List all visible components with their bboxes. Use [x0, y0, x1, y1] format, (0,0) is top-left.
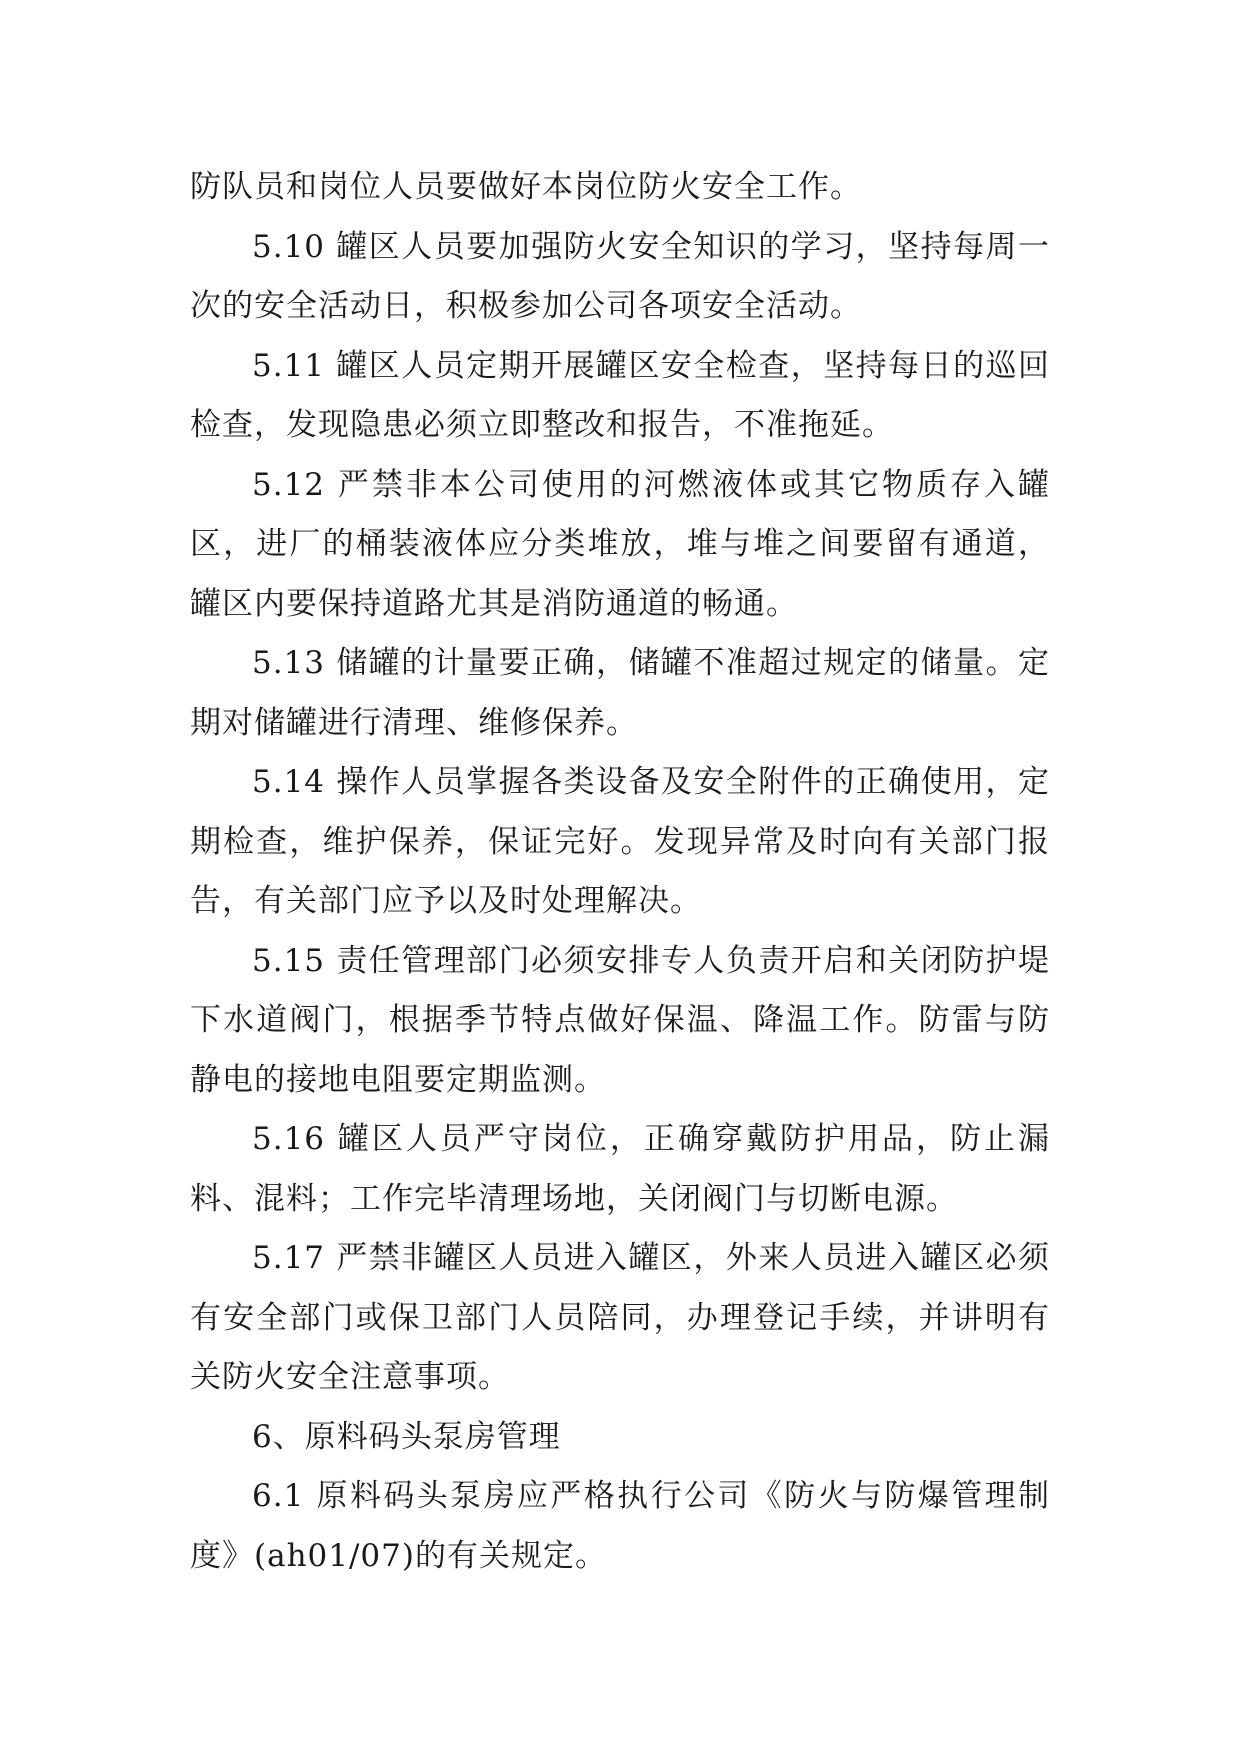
- paragraph-continuation: 防队员和岗位人员要做好本岗位防火安全工作。: [190, 169, 862, 205]
- paragraph-5-14: 5.14 操作人员掌握各类设备及安全附件的正确使用，定期检查，维护保养，保证完好。发现异常及时向有关部门报告，有关部门应予以及时处理解决。: [190, 764, 1050, 919]
- paragraph-6-1: 6.1 原料码头泵房应严格执行公司《防火与防爆管理制度》(ah01/07)的有关规定。: [190, 1478, 1050, 1574]
- paragraph-5-16: 5.16 罐区人员严守岗位，正确穿戴防护用品，防止漏料、混料；工作完毕清理场地，关闭阀门与切断电源。: [190, 1121, 1050, 1217]
- paragraph-5-17: 5.17 严禁非罐区人员进入罐区，外来人员进入罐区必须有安全部门或保卫部门人员陪同，办理登记手续，并讲明有关防火安全注意事项。: [190, 1240, 1050, 1395]
- document-body: [190, 158, 1050, 1586]
- paragraph-5-11: 5.11 罐区人员定期开展罐区安全检查，坚持每日的巡回检查，发现隐患必须立即整改和报告，不准拖延。: [190, 347, 1050, 443]
- paragraph-5-10: 5.10 罐区人员要加强防火安全知识的学习，坚持每周一次的安全活动日，积极参加公司各项安全活动。: [190, 228, 1050, 324]
- section-heading-6: 6、原料码头泵房管理: [252, 1418, 561, 1455]
- paragraph-5-13: 5.13 储罐的计量要正确，储罐不准超过规定的储量。定期对储罐进行清理、维修保养。: [190, 645, 1050, 741]
- paragraph-5-15: 5.15 责任管理部门必须安排专人负责开启和关闭防护堤下水道阀门，根据季节特点做好保温、降温工作。防雷与防静电的接地电阻要定期监测。: [190, 942, 1050, 1098]
- paragraph-5-12: 5.12 严禁非本公司使用的河燃液体或其它物质存入罐区，进厂的桶装液体应分类堆放，堆与堆之间要留有通道，罐区内要保持道路尤其是消防通道的畅通。: [190, 466, 1050, 622]
